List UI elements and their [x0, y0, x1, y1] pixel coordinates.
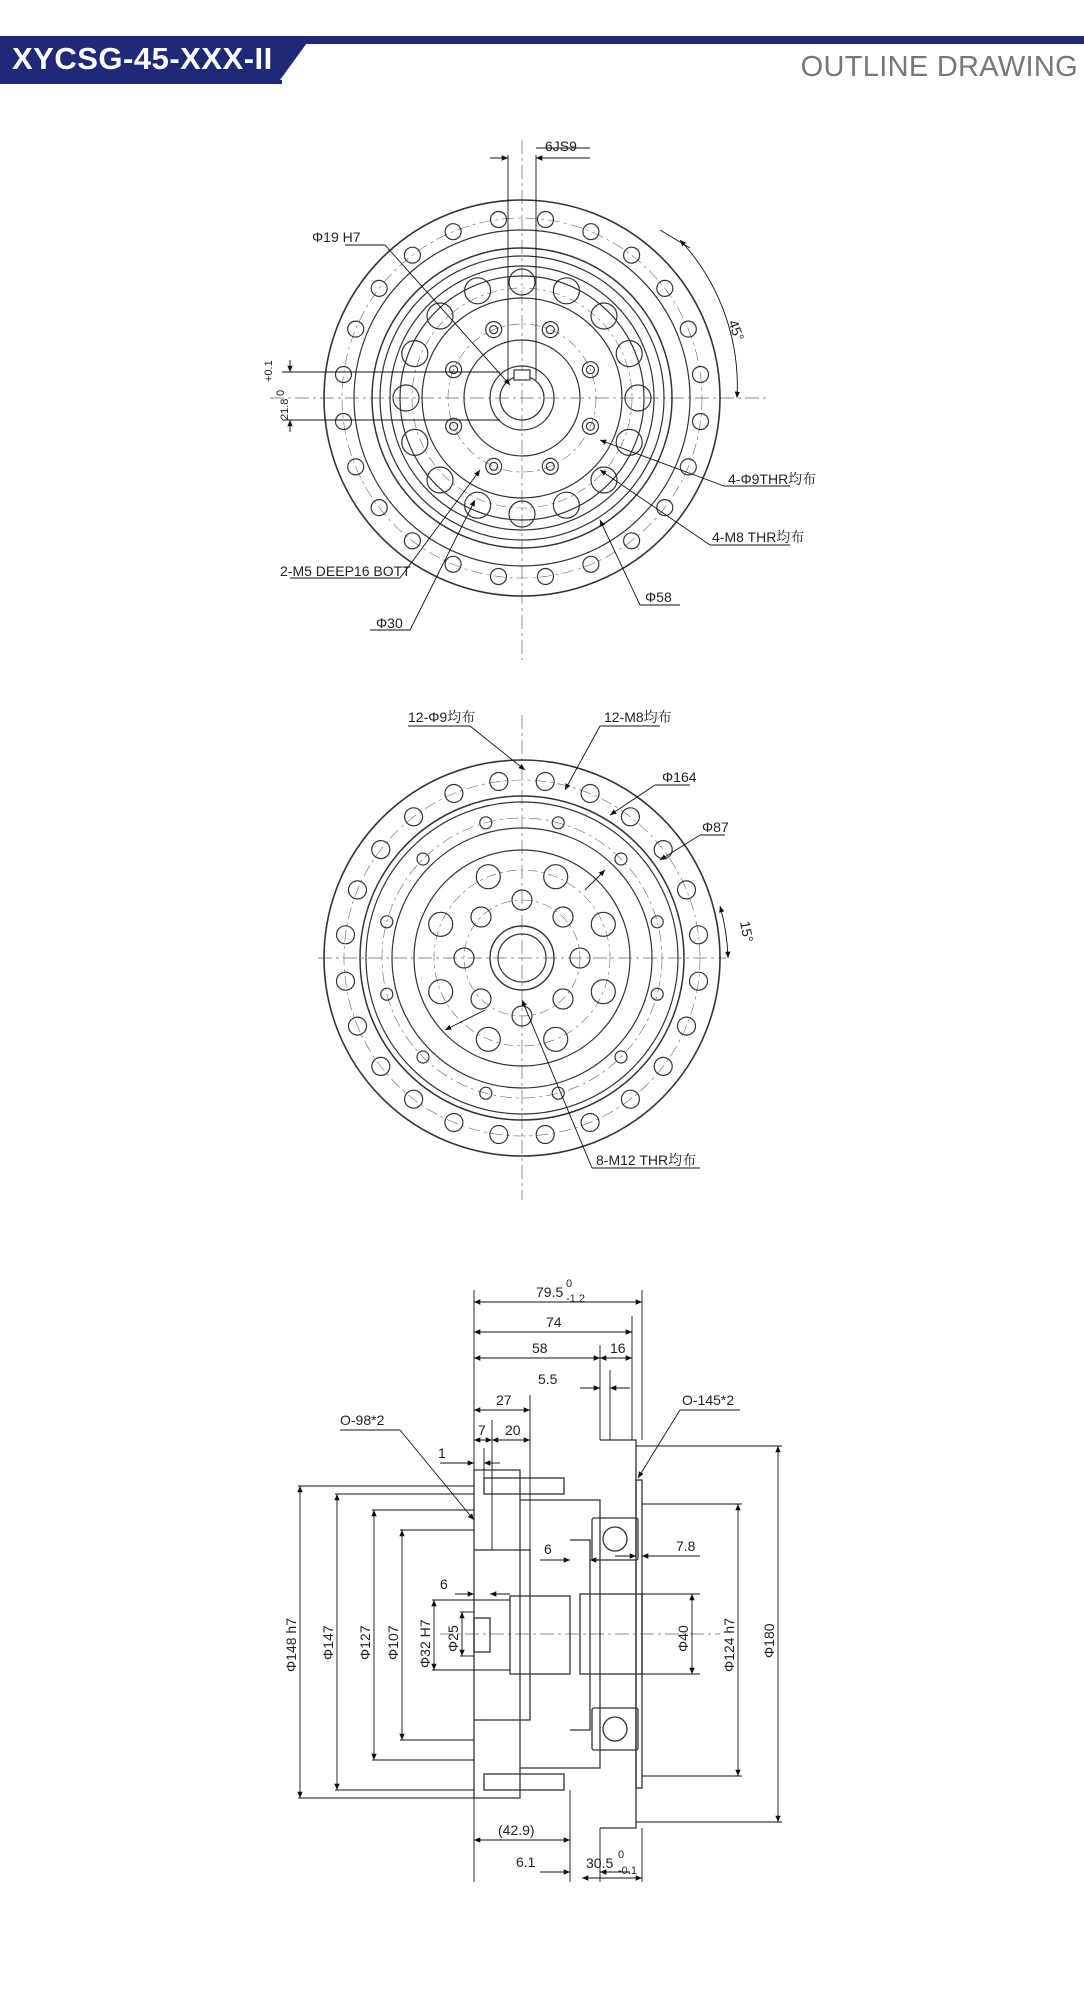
d58-label: Φ58 — [645, 589, 672, 605]
thru-holes-label: 4-Φ9THR均布 — [728, 471, 817, 487]
dim-30-5-label: 30.5 — [586, 1855, 614, 1871]
keyway-label: 6JS9 — [545, 138, 577, 154]
middle-view — [318, 715, 726, 1200]
hub-hole-inner — [490, 462, 498, 470]
phi25-label: Φ25 — [445, 1625, 461, 1652]
phi40-label: Φ40 — [675, 1625, 691, 1652]
thread-holes-label: 4-M8 THR均布 — [712, 529, 805, 545]
dim-6-1-label: 6.1 — [516, 1854, 536, 1870]
flange-hole — [654, 841, 672, 859]
dim-7-label: 7 — [478, 1422, 486, 1438]
m8-label: 12-M8均布 — [604, 709, 672, 725]
roller — [616, 429, 642, 455]
roller — [402, 341, 428, 367]
bore-label: Φ19 H7 — [312, 229, 361, 245]
m12-hole — [429, 980, 453, 1004]
flange-hole — [336, 414, 352, 430]
dim-6a-label: 6 — [544, 1541, 552, 1557]
d87-label: Φ87 — [702, 819, 729, 835]
top-view — [270, 140, 770, 660]
roller — [553, 492, 579, 518]
m12-label: 8-M12 THR均布 — [596, 1152, 697, 1168]
thread-hole — [651, 988, 663, 1000]
phi147-label: Φ147 — [320, 1625, 336, 1660]
flange-hole — [491, 212, 507, 228]
hub-hole — [486, 458, 502, 474]
dim-20-label: 20 — [505, 1422, 521, 1438]
thread-hole — [381, 988, 393, 1000]
flange-hole — [538, 212, 554, 228]
o98-label: O-98*2 — [340, 1412, 385, 1428]
flange-hole — [624, 247, 640, 263]
flange-hole — [678, 881, 696, 899]
hub-hole-inner — [546, 326, 554, 334]
phi127-label: Φ127 — [357, 1625, 373, 1660]
inner-hole — [471, 989, 491, 1009]
flange-hole — [690, 926, 708, 944]
dim-42-9-label: (42.9) — [498, 1822, 535, 1838]
angle-15-label: 15° — [737, 919, 757, 944]
d164-label: Φ164 — [662, 769, 697, 785]
m12-hole — [544, 1027, 568, 1051]
top-view-annotations — [282, 148, 790, 630]
section-title: OUTLINE DRAWING — [800, 51, 1078, 83]
dim-30-5-lo-label: -0.1 — [618, 1865, 637, 1877]
phi32-label: Φ32 H7 — [417, 1619, 433, 1668]
total-up-label: 0 — [566, 1278, 573, 1290]
tol-label: +0.1 — [263, 360, 275, 382]
dim-5-5-label: 5.5 — [538, 1371, 558, 1387]
hub-hole — [542, 322, 558, 338]
phi180-label: Φ180 — [761, 1623, 777, 1658]
dim-74-label: 74 — [546, 1314, 562, 1330]
roller — [465, 278, 491, 304]
dim-1-label: 1 — [438, 1445, 446, 1461]
roller — [616, 341, 642, 367]
flange-hole — [336, 367, 352, 383]
flange-hole — [583, 224, 599, 240]
phi107-label: Φ107 — [385, 1625, 401, 1660]
roller — [465, 492, 491, 518]
phi148-label: Φ148 h7 — [283, 1618, 299, 1672]
dim-16-label: 16 — [610, 1340, 626, 1356]
total-lo-label: -1.2 — [566, 1293, 585, 1305]
dim-30-5-up-label: 0 — [618, 1849, 625, 1861]
inner-hole — [471, 907, 491, 927]
dim-58-label: 58 — [532, 1340, 548, 1356]
flange-hole — [348, 321, 364, 337]
thread-hole — [651, 916, 663, 928]
thread-hole — [417, 853, 429, 865]
total-length-label: 79.5 — [536, 1284, 564, 1300]
m12-hole — [591, 912, 615, 936]
middle-view-labels — [408, 709, 756, 1168]
m12-hole — [591, 980, 615, 1004]
roller — [402, 429, 428, 455]
dim-7-8-label: 7.8 — [676, 1538, 696, 1554]
bott-label: 2-M5 DEEP16 BOTT — [280, 563, 411, 579]
o145-label: O-145*2 — [682, 1392, 735, 1408]
phi124-label: Φ124 h7 — [721, 1618, 737, 1672]
model-title: XYCSG-45-XXX-II — [12, 41, 273, 76]
dim-6b-label: 6 — [440, 1576, 448, 1592]
angle-45-label: 45° — [725, 317, 748, 343]
d30-label: Φ30 — [376, 615, 403, 631]
middle-view-annotations — [408, 726, 728, 1168]
dim-27-label: 27 — [496, 1392, 512, 1408]
tol0-label: 0 — [275, 389, 287, 396]
holes12-label: 12-Φ9均布 — [408, 709, 476, 725]
keydepth-label: 21.8 — [279, 398, 291, 420]
roller — [553, 278, 579, 304]
